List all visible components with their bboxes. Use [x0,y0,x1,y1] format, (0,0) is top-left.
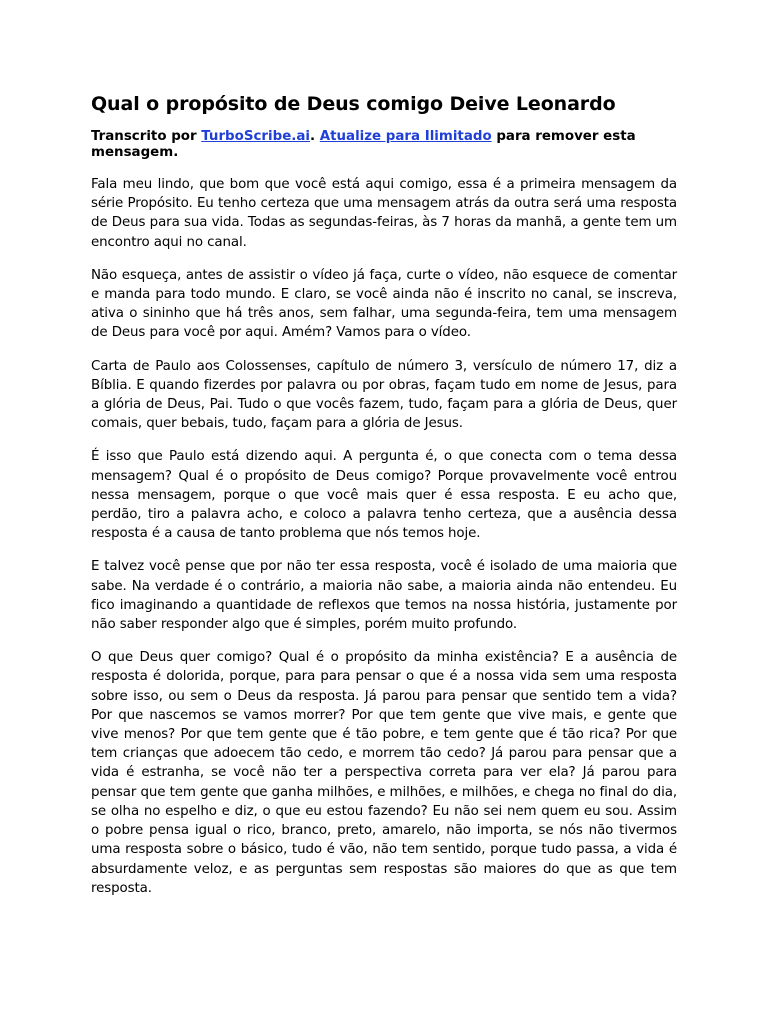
document-title: Qual o propósito de Deus comigo Deive Leonardo [91,93,616,115]
paragraph-3: Carta de Paulo aos Colossenses, capítulo de número 3, versículo de número 17, diz a Bíblia. E quando fizerdes por palavra ou por obras, façam tudo em nome de Jesus, para a glória de Deus, Pai. Tudo o que vocês fazem, tudo, façam para a glória de Deus, quer comais, quer bebais, tudo, façam para a glória de Jesus. [91,358,677,432]
turboscribe-link[interactable]: TurboScribe.ai [201,129,310,144]
paragraph-5: E talvez você pense que por não ter essa resposta, você é isolado de uma maioria que sabe. Na verdade é o contrário, a maioria não sabe, a maioria ainda não entendeu. Eu fico imaginando a quantidade de reflexos que temos na nossa história, justamente por não saber responder algo que é simples, porém muito profundo. [91,559,677,633]
paragraph-1: Fala meu lindo, que bom que você está aqui comigo, essa é a primeira mensagem da série Propósito. Eu tenho certeza que uma mensagem atrás da outra será uma resposta de Deus para sua vida. Todas as segundas-feiras, às 7 horas da manhã, a gente tem um encontro aqui no canal. [91,177,677,250]
banner-suffix: para remover esta mensagem. [91,129,636,160]
paragraph-4: É isso que Paulo está dizendo aqui. A pergunta é, o que conecta com o tema dessa mensagem? Qual é o propósito de Deus comigo? Porque provavelmente você entrou nessa mensagem, porque o que você mais quer é essa resposta. E eu acho que, perdão, tiro a palavra acho, e coloco a palavra tenho certeza, que a ausência dessa resposta é a causa de tanto problema que nós temos hoje. [91,449,677,542]
transcription-banner [91,129,677,161]
document-page [91,92,677,912]
banner-prefix: Transcrito por [91,129,202,144]
paragraph-2: Não esqueça, antes de assistir o vídeo já faça, curte o vídeo, não esquece de comentar e manda para todo mundo. E claro, se você ainda não é inscrito no canal, se inscreva, ativa o sininho que há três anos, sem falhar, uma segunda-feira, tem uma mensagem de Deus para você por aqui. Amém? Vamos para o vídeo. [91,267,677,341]
paragraph-6: O que Deus quer comigo? Qual é o propósito da minha existência? E a ausência de resposta é dolorida, porque, para para pensar o que é a nossa vida sem uma resposta sobre isso, ou sem o Deus da resposta. Já parou para pensar que sentido tem a vida? Por que nascemos se vamos morrer? Por que tem gente que vive mais, e gente que vive menos? Por que tem gente que é tão pobre, e tem gente que é tão rica? Por que tem crianças que adoecem tão cedo, e morrem tão cedo? Já parou para pensar que a vida é estranha, se você não ter a perspectiva correta para ver ela? Já parou para pensar que tem gente que ganha milhões, e milhões, e milhões, e chega no final do dia, se olha no espelho e diz, o que eu estou fazendo? Eu não sei nem quem eu sou. Assim o pobre pensa igual o rico, branco, preto, amarelo, não importa, se nós não tivermos uma resposta sobre o básico, tudo é vão, não tem sentido, porque tudo passa, a vida é absurdamente veloz, e as perguntas sem respostas são maiores do que as que tem resposta. [91,650,677,896]
banner-separator: . [310,129,320,144]
upgrade-link[interactable]: Atualize para Ilimitado [319,129,492,144]
